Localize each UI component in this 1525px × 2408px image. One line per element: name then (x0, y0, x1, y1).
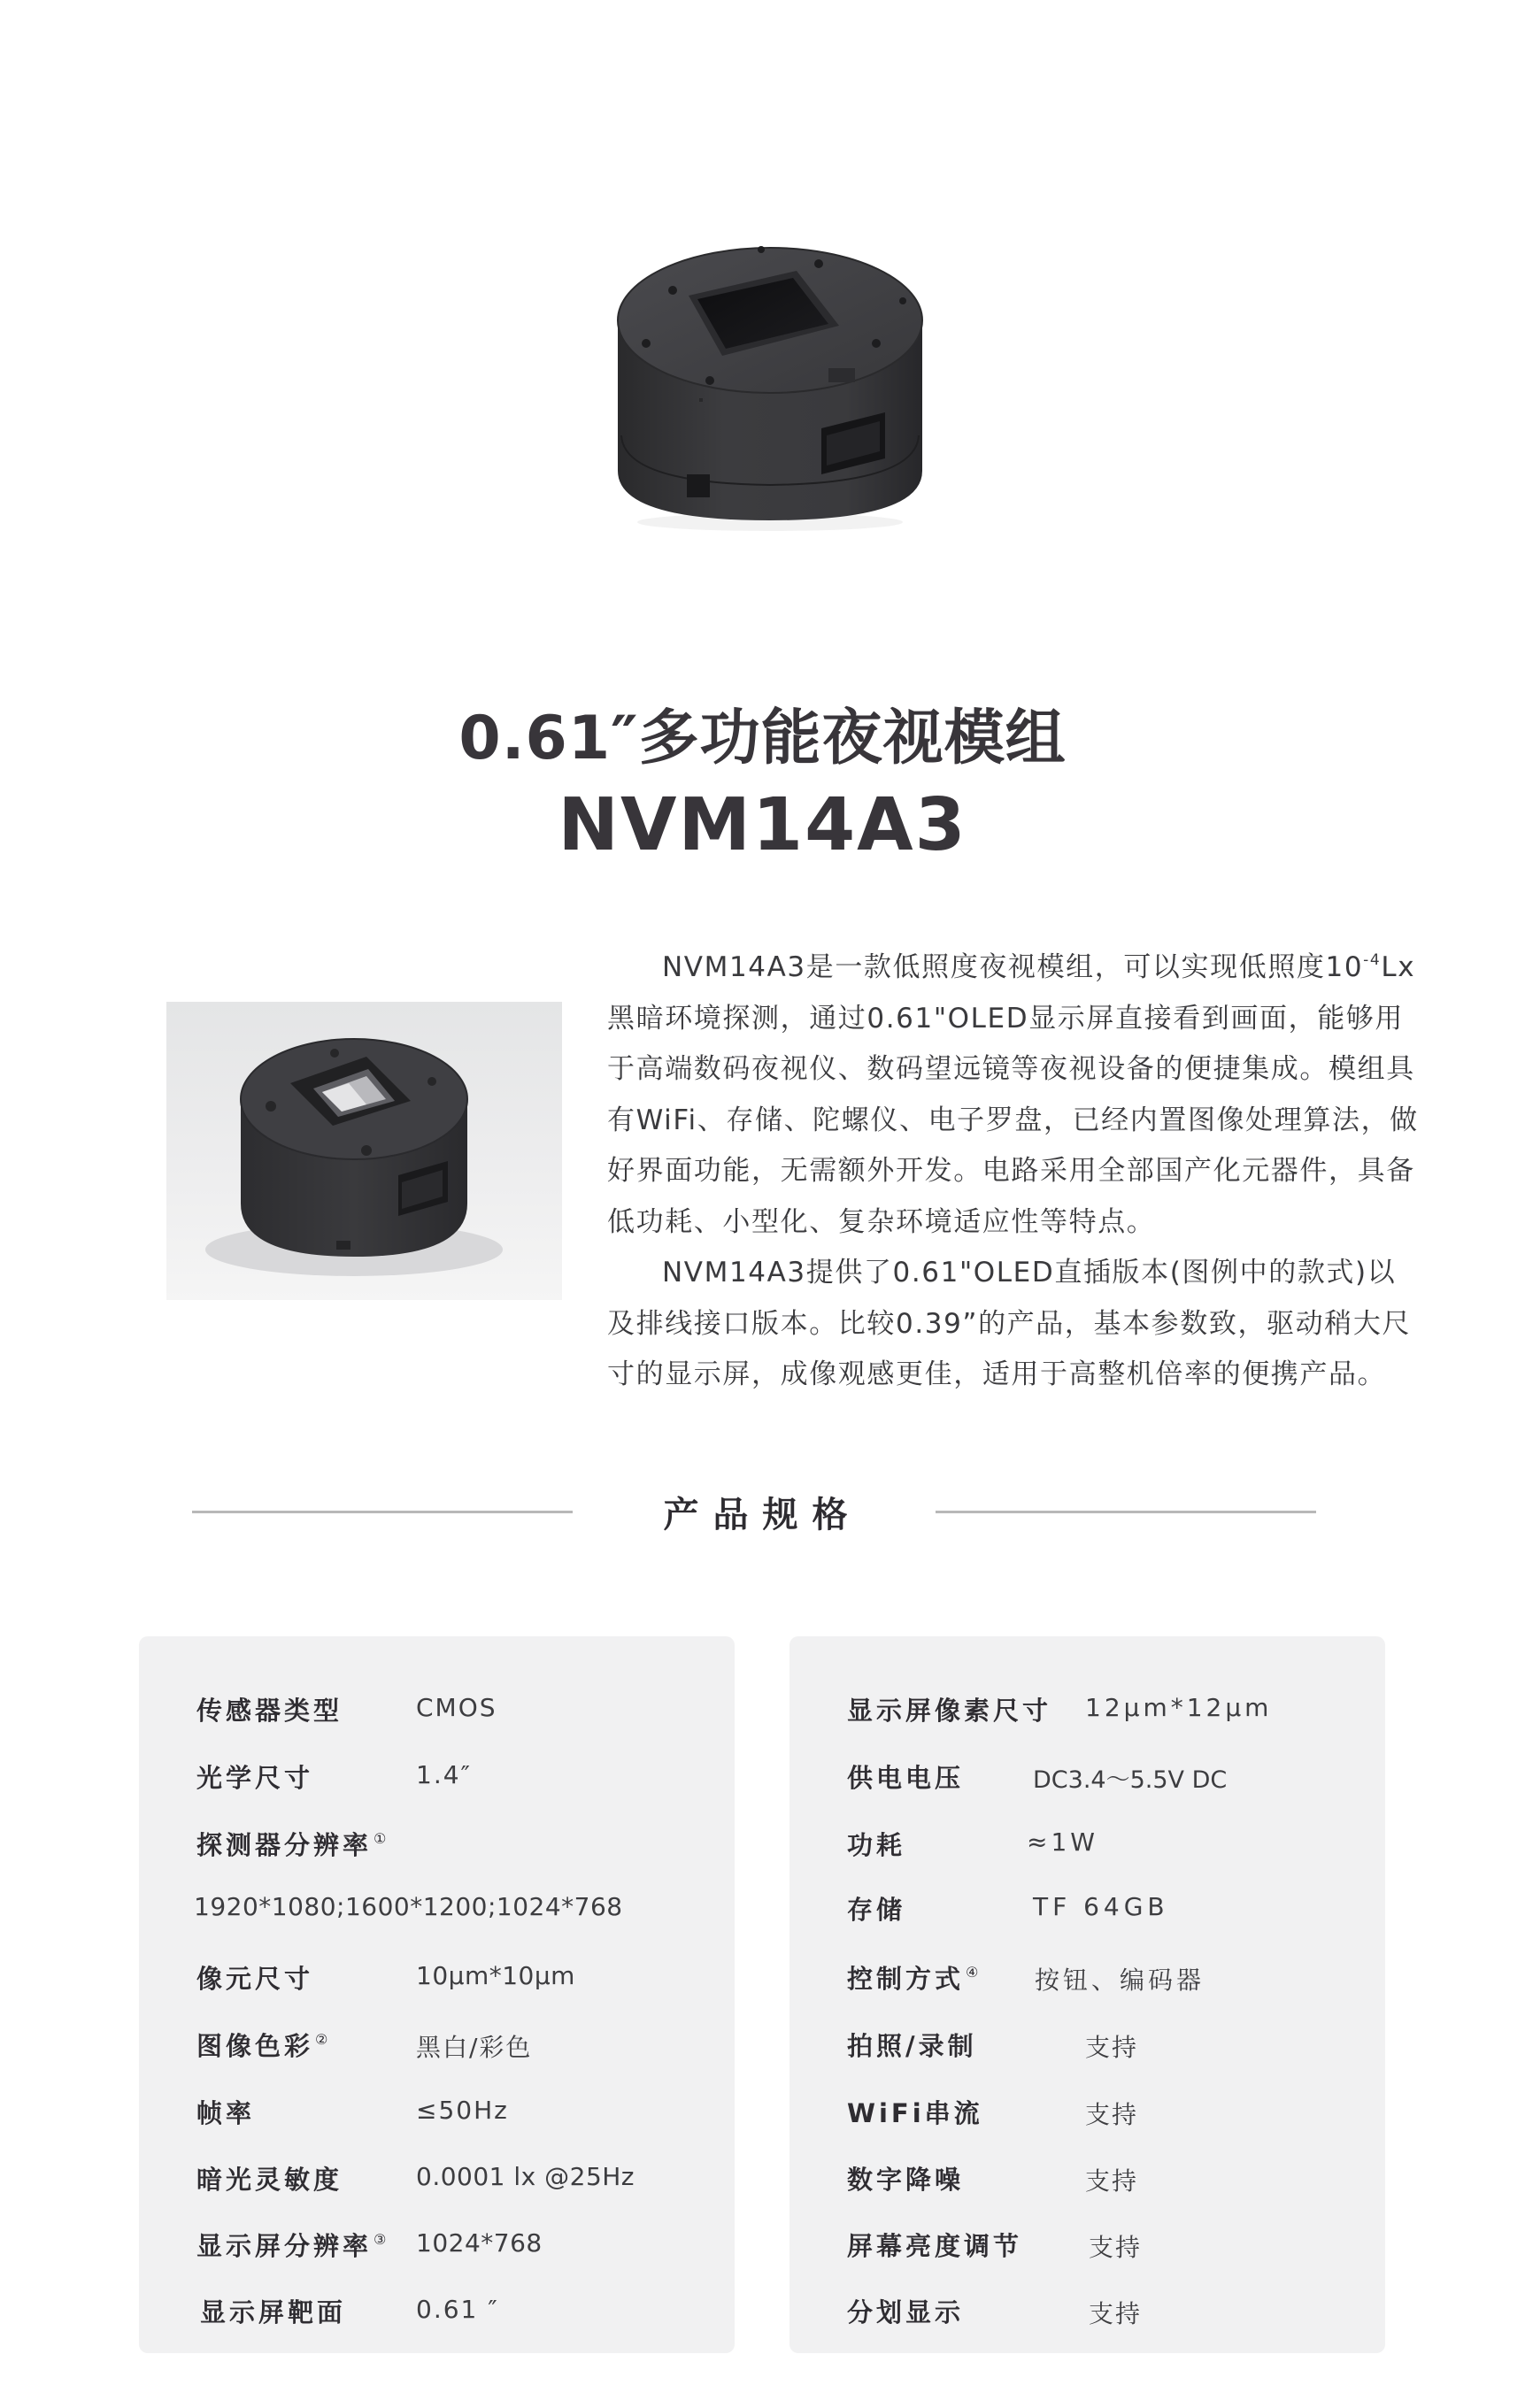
description-paragraph-2: NVM14A3提供了0.61"OLED直插版本(图例中的款式)以及排线接口版本。比较0.39”的产品，基本参数致，驱动稍大尺寸的显示屏，成像观感更佳，适用于高整机倍率的便携产品。 (607, 1257, 1412, 1390)
spec-label: 探测器分辨率 ① (196, 1830, 390, 1860)
spec-value: 0.0001 lx @25Hz (416, 2162, 635, 2191)
spec-row (139, 2027, 735, 2071)
spec-value: 1920*1080;1600*1200;1024*768 (194, 1892, 623, 1921)
spec-label: 帧率 (196, 2098, 256, 2128)
spec-label: 存储 (847, 1895, 906, 1925)
spec-label: 分划显示 (847, 2297, 965, 2327)
spec-row (789, 1758, 1385, 1803)
spec-value: 1.4″ (416, 1760, 472, 1789)
product-hero-image (611, 239, 929, 535)
description-paragraph-1: NVM14A3是一款低照度夜视模组，可以实现低照度$10^{-4}Lx$黑暗环境探测，通过0.61"OLED显示屏直接看到画面，能够用于高端数码夜视仪、数码望远镜等夜视设备的便捷集成。模组具有WiFi、存储、陀螺仪、电子罗盘，已经内置图像处理算法，做好界面功能，无需额外开发。电路采用全部国产化元器件，具备低功耗、小型化、复杂环境适应性等特点。 (607, 951, 1419, 1238)
spec-value: CMOS (416, 1693, 497, 1722)
spec-label: 像元尺寸 (196, 1964, 314, 1994)
spec-label: 显示屏分辨率 ③ (196, 2231, 390, 2261)
spec-row (139, 1691, 735, 1735)
spec-row (139, 2094, 735, 2138)
spec-row (139, 2160, 735, 2204)
spec-label: 暗光灵敏度 (196, 2165, 343, 2195)
spec-value: 按钮、编码器 (1035, 1966, 1205, 1995)
spec-value: 12μm*12μm (1085, 1693, 1273, 1722)
spec-row (789, 2227, 1385, 2271)
spec-panel-left (139, 1636, 735, 2353)
spec-label: 拍照/录制 (847, 2031, 977, 2061)
spec-row (139, 1758, 735, 1803)
spec-row (139, 2227, 735, 2271)
product-model: NVM14A3 (558, 783, 967, 867)
spec-value: TF 64GB (1033, 1892, 1169, 1921)
spec-label: 供电电压 (847, 1763, 965, 1793)
spec-label: 显示屏靶面 (200, 2297, 347, 2327)
spec-label: 控制方式 ④ (847, 1964, 982, 1994)
spec-value: 支持 (1085, 2033, 1139, 2062)
spec-row (139, 1959, 735, 2004)
product-title: 0.61″多功能夜视模组 (458, 704, 1067, 773)
spec-value: 支持 (1085, 2100, 1139, 2129)
product-description (607, 942, 1421, 1401)
product-photo (166, 1002, 562, 1300)
spec-row (789, 1959, 1385, 2004)
spec-row (789, 1691, 1385, 1735)
spec-row (139, 1826, 735, 1870)
spec-label: 屏幕亮度调节 (847, 2231, 1023, 2261)
specs-heading: 产品规格 (663, 1495, 862, 1535)
spec-label: WiFi串流 (847, 2098, 983, 2128)
spec-row (789, 1890, 1385, 1935)
spec-value: 支持 (1089, 2299, 1143, 2328)
spec-row (789, 1826, 1385, 1870)
spec-label: 传感器类型 (196, 1696, 343, 1726)
spec-label: 图像色彩 ② (196, 2031, 332, 2061)
spec-value: ≈1W (1027, 1827, 1098, 1857)
spec-row (789, 2293, 1385, 2337)
spec-row (139, 1890, 735, 1935)
spec-value: ≤50Hz (416, 2096, 509, 2125)
spec-row (789, 2160, 1385, 2204)
spec-row (139, 2293, 735, 2337)
spec-label: 显示屏像素尺寸 (847, 1696, 1052, 1726)
spec-value: 10μm*10μm (416, 1961, 575, 1990)
spec-value: DC3.4～5.5V DC (1033, 1766, 1228, 1794)
spec-value: 支持 (1089, 2233, 1143, 2262)
spec-value: 1024*768 (416, 2228, 543, 2258)
spec-row (789, 2027, 1385, 2071)
spec-panel-right (789, 1636, 1385, 2353)
spec-row (789, 2094, 1385, 2138)
spec-value: 支持 (1085, 2166, 1139, 2196)
spec-label: 数字降噪 (847, 2165, 965, 2195)
spec-label: 功耗 (847, 1830, 906, 1860)
spec-value: 0.61 ″ (416, 2295, 499, 2324)
spec-label: 光学尺寸 (196, 1763, 314, 1793)
spec-value: 黑白/彩色 (416, 2033, 533, 2062)
